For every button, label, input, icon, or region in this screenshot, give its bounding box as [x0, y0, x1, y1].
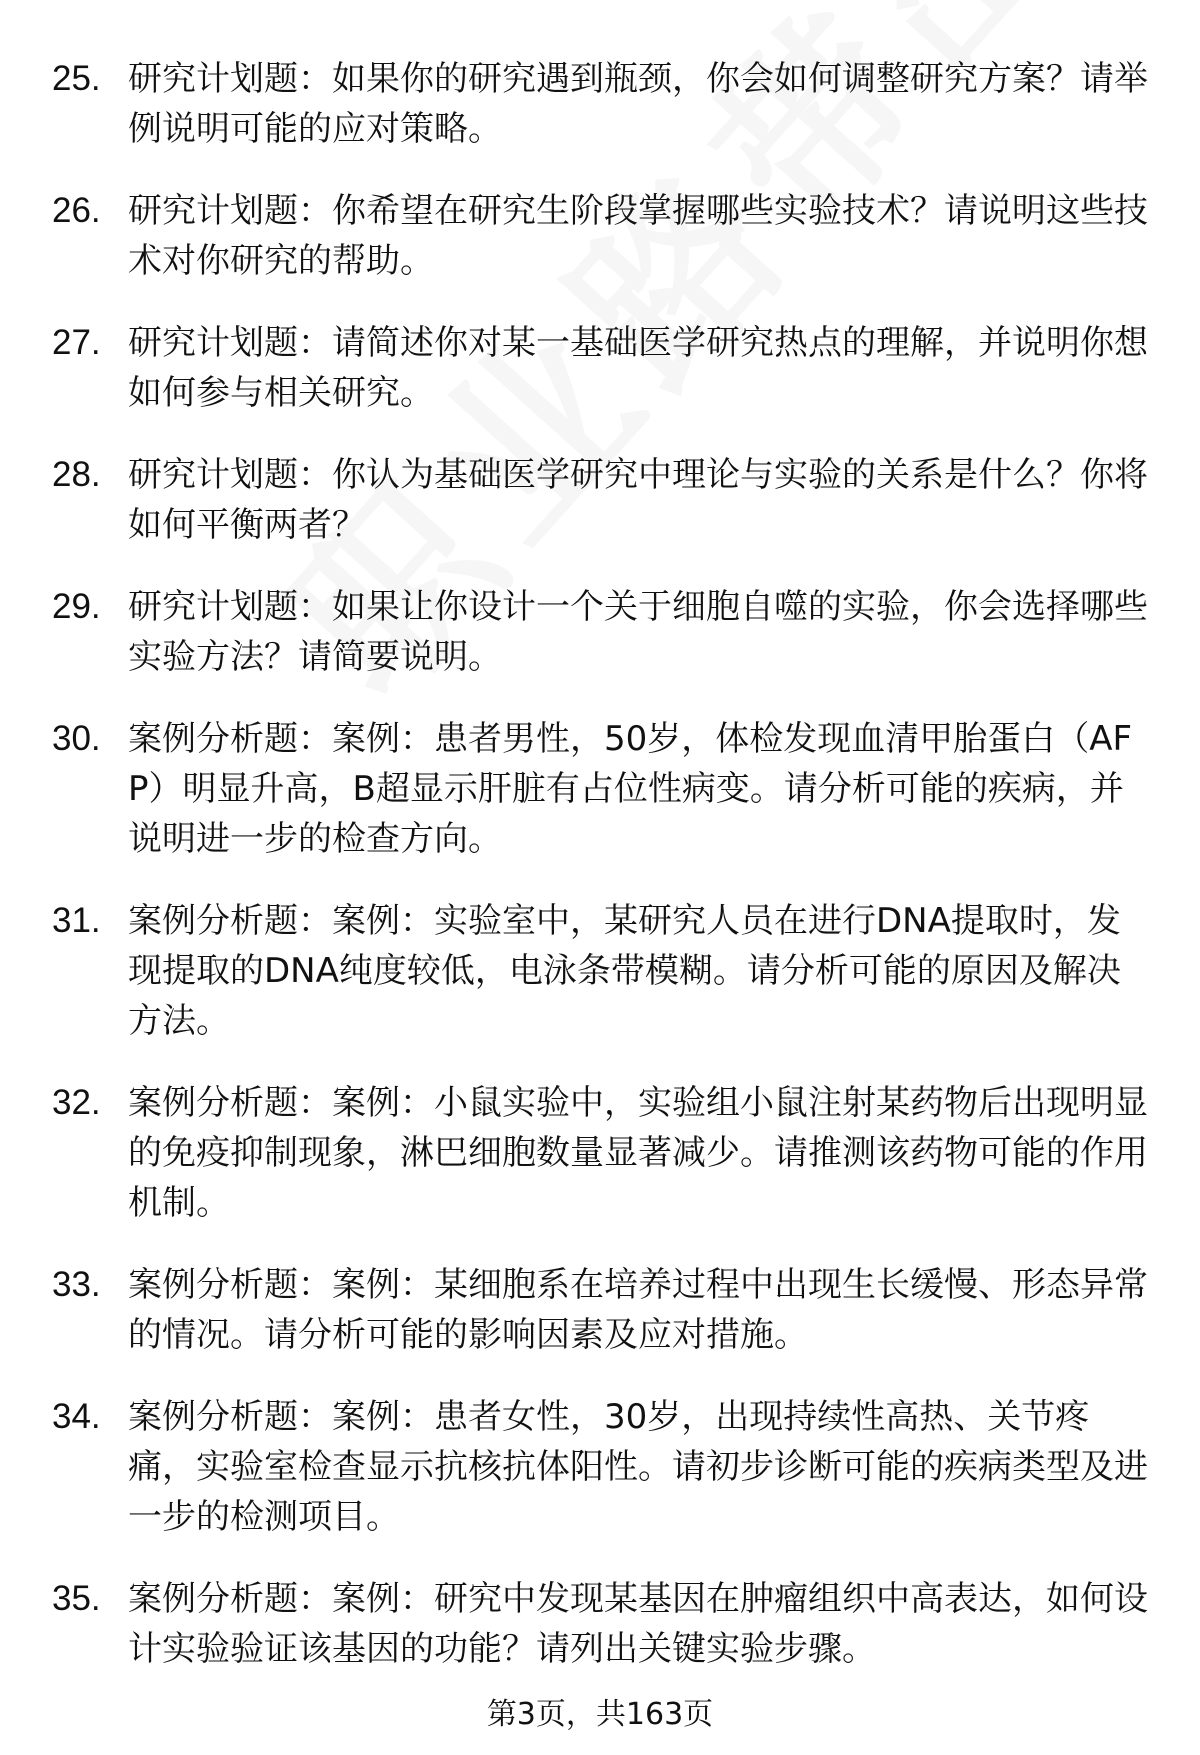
item-text: 案例分析题：案例：实验室中，某研究人员在进行DNA提取时，发现提取的DNA纯度较低，电泳条带模糊。请分析可能的原因及解决方法。 — [128, 901, 1121, 1041]
list-item — [52, 896, 1152, 1046]
item-number: 30. — [52, 719, 101, 758]
item-number: 29. — [52, 587, 101, 626]
list-item — [52, 186, 1152, 286]
question-list — [52, 54, 1152, 1706]
list-item — [52, 318, 1152, 418]
item-number: 25. — [52, 59, 101, 98]
list-item — [52, 1574, 1152, 1674]
item-text: 案例分析题：案例：患者男性，50岁，体检发现血清甲胎蛋白（AFP）明显升高，B超显示肝脏有占位性病变。请分析可能的疾病，并说明进一步的检查方向。 — [128, 719, 1133, 859]
list-item — [52, 714, 1152, 864]
item-number: 34. — [52, 1397, 101, 1436]
item-text: 研究计划题：如果让你设计一个关于细胞自噬的实验，你会选择哪些实验方法？请简要说明。 — [128, 587, 1148, 677]
item-text: 研究计划题：你希望在研究生阶段掌握哪些实验技术？请说明这些技术对你研究的帮助。 — [128, 191, 1148, 281]
item-text: 研究计划题：如果你的研究遇到瓶颈，你会如何调整研究方案？请举例说明可能的应对策略。 — [128, 59, 1148, 149]
item-number: 28. — [52, 455, 101, 494]
list-item — [52, 582, 1152, 682]
list-item — [52, 450, 1152, 550]
list-item — [52, 1392, 1152, 1542]
item-number: 31. — [52, 901, 101, 940]
item-text: 研究计划题：请简述你对某一基础医学研究热点的理解，并说明你想如何参与相关研究。 — [128, 323, 1148, 413]
item-number: 35. — [52, 1579, 101, 1618]
list-item — [52, 54, 1152, 154]
item-number: 27. — [52, 323, 101, 362]
item-number: 26. — [52, 191, 101, 230]
item-number: 33. — [52, 1265, 101, 1304]
item-text: 研究计划题：你认为基础医学研究中理论与实验的关系是什么？你将如何平衡两者？ — [128, 455, 1148, 545]
item-text: 案例分析题：案例：某细胞系在培养过程中出现生长缓慢、形态异常的情况。请分析可能的影响因素及应对措施。 — [128, 1265, 1148, 1355]
item-text: 案例分析题：案例：研究中发现某基因在肿瘤组织中高表达，如何设计实验验证该基因的功能？请列出关键实验步骤。 — [128, 1579, 1148, 1669]
list-item — [52, 1078, 1152, 1228]
page-footer: 第3页，共163页 — [486, 1697, 714, 1732]
item-text: 案例分析题：案例：患者女性，30岁，出现持续性高热、关节疼痛，实验室检查显示抗核抗体阳性。请初步诊断可能的疾病类型及进一步的检测项目。 — [128, 1397, 1148, 1537]
item-text: 案例分析题：案例：小鼠实验中，实验组小鼠注射某药物后出现明显的免疫抑制现象，淋巴细胞数量显著减少。请推测该药物可能的作用机制。 — [128, 1083, 1148, 1223]
item-number: 32. — [52, 1083, 101, 1122]
list-item — [52, 1260, 1152, 1360]
